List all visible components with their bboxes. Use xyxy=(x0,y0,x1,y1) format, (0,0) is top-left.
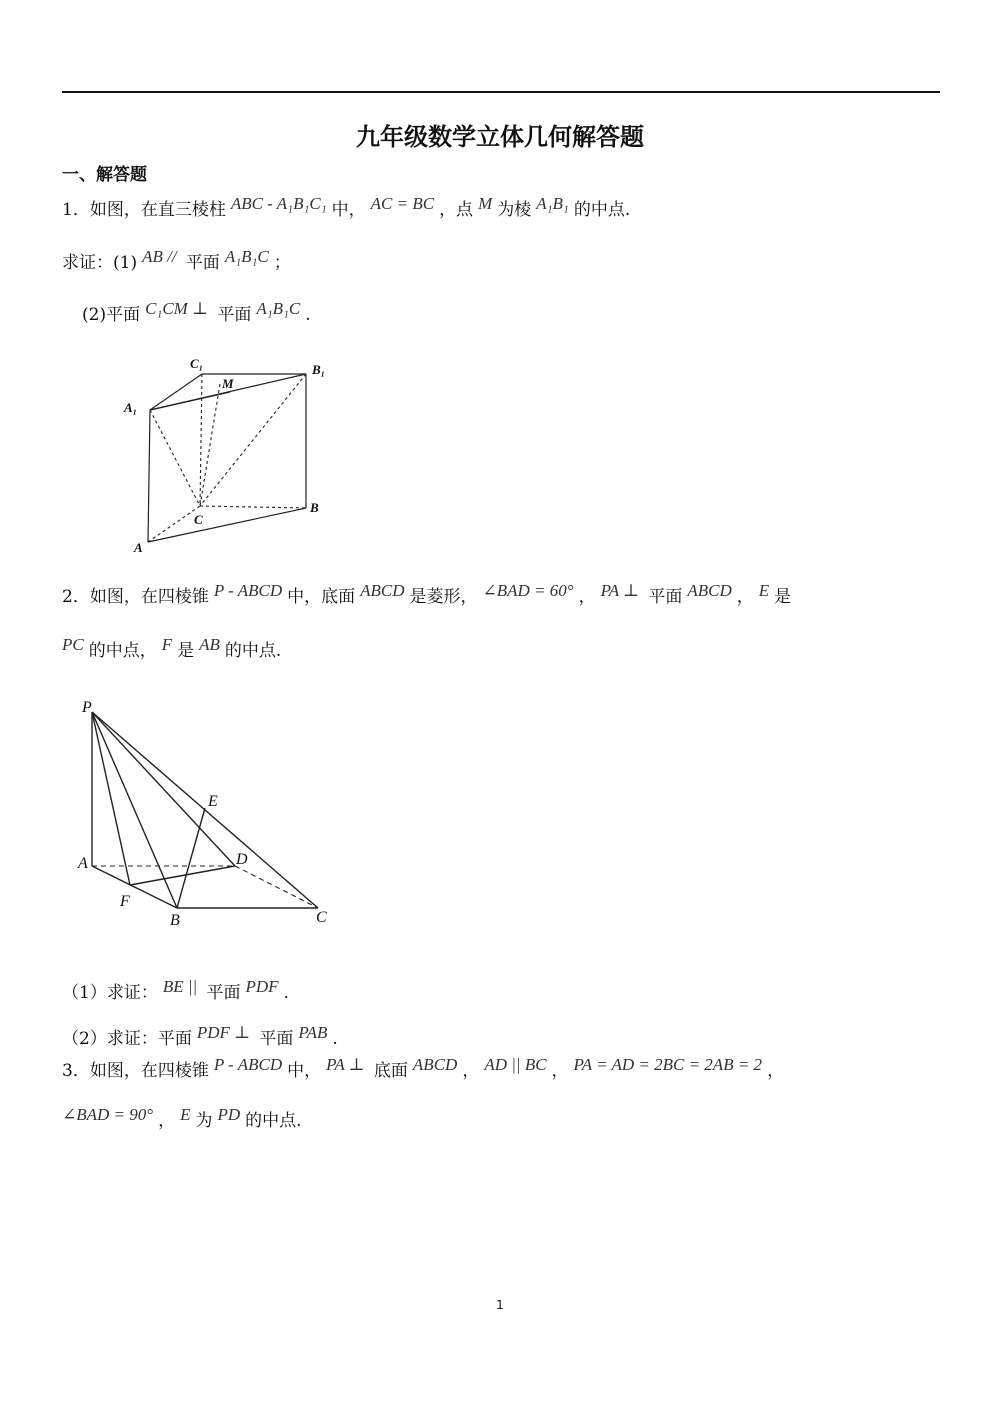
label-d: D xyxy=(236,851,248,868)
math-m: M xyxy=(478,194,493,213)
page-title: 九年级数学立体几何解答题 xyxy=(356,123,644,151)
q2-pyramid-figure xyxy=(92,712,318,908)
label-f: F xyxy=(120,893,130,910)
label-m: M xyxy=(222,376,234,391)
label-b: B xyxy=(310,500,319,515)
q3-statement-line2: ∠BAD = 90° ， E 为 PD 的中点. xyxy=(62,1105,302,1131)
q2-part1: （1）求证： BE || 平面 PDF . xyxy=(62,977,289,1003)
math-a1b1: A₁B₁ xyxy=(536,194,569,213)
q2-statement: 2．如图，在四棱锥 P - ABCD 中，底面 ABCD 是菱形， ∠BAD = 60° ， PA ⊥ 平面 ABCD ， E 是 xyxy=(62,581,792,607)
label-e: E xyxy=(208,793,218,810)
label-a: A xyxy=(134,540,143,555)
label-c1: C₁ xyxy=(190,356,204,371)
label-b1: B₁ xyxy=(312,362,326,377)
q3-statement: 3．如图，在四棱锥 P - ABCD 中， PA ⊥ 底面 ABCD ， AD || BC ， PA = AD = 2BC = 2AB = 2 ， xyxy=(62,1055,785,1081)
label-a-q2: A xyxy=(78,855,88,872)
q1-part1: 求证：(1) AB // 平面 A₁B₁C ； xyxy=(62,247,291,273)
page-number: 1 xyxy=(496,1298,504,1312)
math-prism: ABC - A₁B₁C₁ xyxy=(230,194,327,213)
label-c-q2: C xyxy=(316,909,327,926)
label-a1: A₁ xyxy=(124,400,138,415)
label-p: P xyxy=(82,699,92,716)
q1-part2: (2)平面 C₁CM ⊥ 平面 A₁B₁C . xyxy=(82,299,311,325)
math-ac-bc: AC = BC xyxy=(370,194,435,213)
q2-part2: （2）求证：平面 PDF ⊥ 平面 PAB . xyxy=(62,1023,338,1049)
label-c: C xyxy=(194,512,203,527)
section-heading: 一、解答题 xyxy=(62,165,147,185)
q2-statement-line2: PC 的中点， F 是 AB 的中点. xyxy=(62,635,282,661)
q1-statement: 1．如图，在直三棱柱 ABC - A₁B₁C₁ 中， AC = BC ，点 M 为棱 A₁B₁ 的中点. xyxy=(62,194,631,220)
label-b-q2: B xyxy=(170,912,180,929)
